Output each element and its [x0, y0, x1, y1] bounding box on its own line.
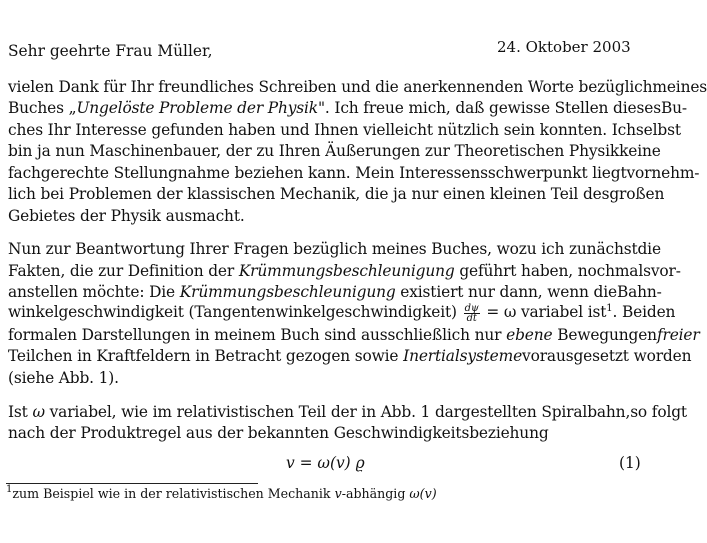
p3-line-1: Ist ω variabel, wie im relativistischen Teil der in Abb. 1 dargestellten Spiralbahn, so folgt	[8, 403, 687, 421]
equation-1	[0, 454, 652, 474]
p2-line-3: anstellen möchte: Die Krümmungsbeschleunigung existiert nur dann, wenn die Bahn-	[8, 283, 662, 301]
p2-line-2: Fakten, die zur Definition der Krümmungsbeschleunigung geführt haben, nochmals vor-	[8, 262, 681, 280]
p2-line-4: winkelgeschwindigkeit (Tangentenwinkelgeschwindigkeit) $\frac{d\psi}{dt}$ = ω variabel ist$^1$. Bei den	[8, 302, 676, 324]
footnote-rule	[6, 483, 258, 484]
p1-line-5: fachgerechte Stellungnahme beziehen kann. Mein Interessensschwerpunkt liegt vornehm-	[8, 164, 700, 182]
letter-date: 24. Oktober 2003	[497, 38, 631, 56]
equation-body: v = ω(v) ϱ	[286, 454, 365, 472]
salutation: Sehr geehrte Frau Müller,	[8, 42, 213, 60]
p2-line-7: (siehe Abb. 1).	[8, 369, 119, 387]
book-title: Ungelöste Probleme der Physik	[76, 99, 318, 117]
p2-line-1: Nun zur Beantwortung Ihrer Fragen bezüglich meines Buches, wozu ich zunächst die	[8, 240, 661, 258]
equation-number: (1)	[619, 454, 641, 472]
p1-line-7: Gebietes der Physik ausmacht.	[8, 207, 245, 225]
p1-line-2: Buches „Ungelöste Probleme der Physik". Ich freue mich, daß gewisse Stellen dieses Bu-	[8, 99, 687, 117]
fraction-dpsi-dt: $\frac{d\psi}{dt}$	[464, 302, 479, 324]
p2-line-6: Teilchen in Kraftfeldern in Betracht gezogen sowie Inertialsysteme vorausgesetzt worden	[8, 347, 692, 365]
p3-line-2: nach der Produktregel aus der bekannten Geschwindigkeitsbeziehung	[8, 424, 549, 442]
p1-line-1: vielen Dank für Ihr freundliches Schreiben und die anerkennenden Worte bezüglich meines	[8, 78, 707, 96]
footnote-1: $^1$zum Beispiel wie in der relativistischen Mechanik v-abhängig ω(v)	[6, 484, 437, 501]
p1-line-4: bin ja nun Maschinenbauer, der zu Ihren Äußerungen zur Theoretischen Physik keine	[8, 142, 661, 160]
p2-line-5: formalen Darstellungen in meinem Buch sind ausschließlich nur ebene Bewegungen freier	[8, 326, 700, 344]
p1-line-6: lich bei Problemen der klassischen Mechanik, die ja nur einen kleinen Teil des großen	[8, 185, 665, 203]
p1-line-3: ches Ihr Interesse gefunden haben und Ihnen vielleicht nützlich sein konnten. Ich selbst	[8, 121, 681, 139]
